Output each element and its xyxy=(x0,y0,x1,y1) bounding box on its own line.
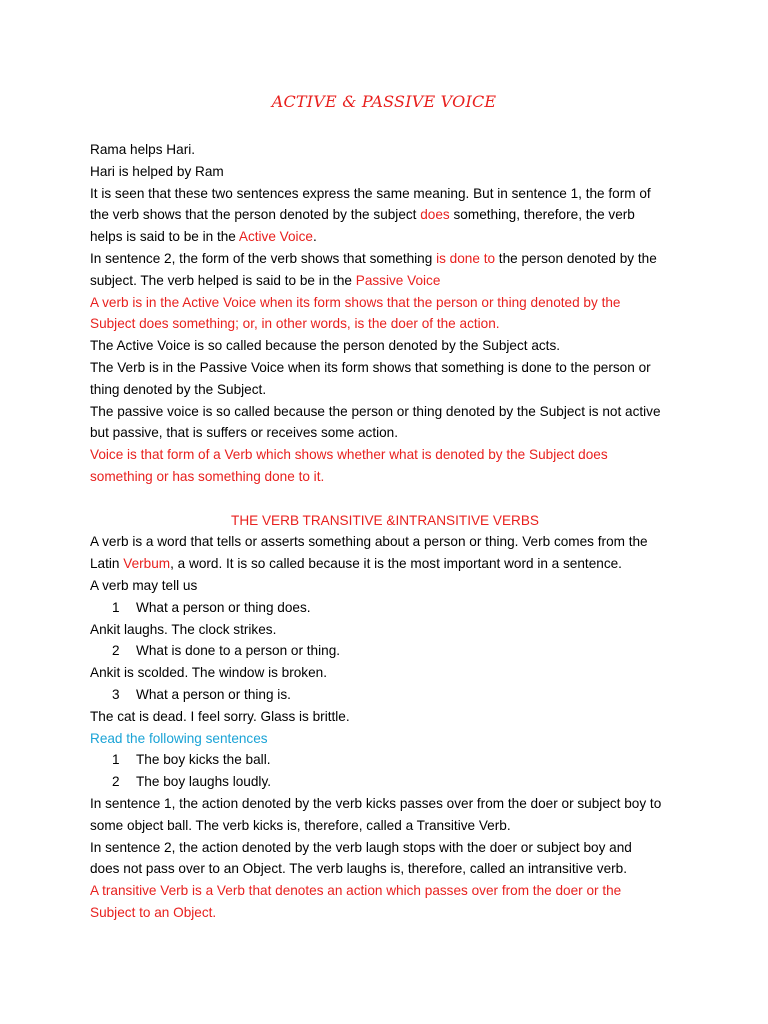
text-line: The cat is dead. I feel sorry. Glass is brittle. xyxy=(90,708,350,724)
highlight-passive-voice: Passive Voice xyxy=(355,272,441,288)
text-span: something, therefore, the verb xyxy=(449,207,635,223)
numbered-item xyxy=(90,684,680,706)
text-line: A verb may tell us xyxy=(90,577,198,593)
text-span: the verb shows that the person denoted by the subject xyxy=(90,207,421,223)
text-line: It is seen that these two sentences express the same meaning. But in sentence 1, the form of xyxy=(90,185,651,201)
highlight-active-voice: Active Voice xyxy=(238,229,313,245)
item-number: 1 xyxy=(112,599,120,615)
numbered-item xyxy=(90,771,680,793)
definition-line: A verb is in the Active Voice when its form shows that the person or thing denoted by the xyxy=(90,294,621,310)
item-text: The boy kicks the ball. xyxy=(136,752,271,768)
item-text: What a person or thing is. xyxy=(136,686,291,702)
text-span: . xyxy=(312,229,317,245)
definition-line: Voice is that form of a Verb which shows whether what is denoted by the Subject does xyxy=(90,447,608,463)
text-span: helps is said to be in the xyxy=(90,229,239,245)
text-line: thing denoted by the Subject. xyxy=(90,381,267,397)
text-line: The Active Voice is so called because the person denoted by the Subject acts. xyxy=(90,338,561,354)
text-span: Latin xyxy=(90,556,124,572)
text-line: Hari is helped by Ram xyxy=(90,163,224,179)
definition-line: Subject to an Object. xyxy=(90,904,217,920)
definition-line: A transitive Verb is a Verb that denotes an action which passes over from the doer or the xyxy=(90,883,622,899)
item-text: The boy laughs loudly. xyxy=(136,774,272,790)
text-line xyxy=(90,226,680,248)
text-line: some object ball. The verb kicks is, therefore, called a Transitive Verb. xyxy=(90,817,511,833)
text-span: subject. The verb helped is said to be in the xyxy=(90,272,356,288)
text-line: Ankit is scolded. The window is broken. xyxy=(90,665,328,681)
item-number: 2 xyxy=(112,643,120,659)
text-span: In sentence 2, the form of the verb shows that something xyxy=(90,250,437,266)
highlight-does: does xyxy=(420,207,450,223)
text-line: does not pass over to an Object. The verb laughs is, therefore, called an intransitive verb. xyxy=(90,861,627,877)
text-line: A verb is a word that tells or asserts something about a person or thing. Verb comes from the xyxy=(90,534,648,550)
text-line xyxy=(90,204,680,226)
text-line: but passive, that is suffers or receives some action. xyxy=(90,425,399,441)
document-body xyxy=(90,139,680,924)
text-line: In sentence 1, the action denoted by the verb kicks passes over from the doer or subject boy to xyxy=(90,795,662,811)
subheading: Read the following sentences xyxy=(90,730,268,746)
item-text: What a person or thing does. xyxy=(136,599,311,615)
text-line: Ankit laughs. The clock strikes. xyxy=(90,621,277,637)
text-line: Rama helps Hari. xyxy=(90,142,196,157)
numbered-item xyxy=(90,597,680,619)
text-line: The passive voice is so called because the person or thing denoted by the Subject is not active xyxy=(90,403,661,419)
spacer xyxy=(90,488,680,510)
item-number: 1 xyxy=(112,752,120,768)
text-span: the person denoted by the xyxy=(495,250,657,266)
section-heading: THE VERB TRANSITIVE &INTRANSITIVE VERBS xyxy=(231,512,539,528)
text-line: The Verb is in the Passive Voice when its form shows that something is done to the person or xyxy=(90,359,651,375)
item-text: What is done to a person or thing. xyxy=(136,643,341,659)
text-line xyxy=(90,553,680,575)
page-title: ACTIVE & PASSIVE VOICE xyxy=(271,92,497,111)
highlight-is-done-to: is done to xyxy=(436,250,496,266)
text-span: , a word. It is so called because it is the most important word in a sentence. xyxy=(170,556,622,572)
item-number: 2 xyxy=(112,774,120,790)
numbered-item xyxy=(90,749,680,771)
highlight-verbum: Verbum xyxy=(123,556,171,572)
definition-line: Subject does something; or, in other words, is the doer of the action. xyxy=(90,316,500,332)
numbered-item xyxy=(90,640,680,662)
item-number: 3 xyxy=(112,686,120,702)
text-line xyxy=(90,270,680,292)
text-line: In sentence 2, the action denoted by the verb laugh stops with the doer or subject boy and xyxy=(90,839,632,855)
text-line xyxy=(90,248,680,270)
definition-line: something or has something done to it. xyxy=(90,468,325,484)
